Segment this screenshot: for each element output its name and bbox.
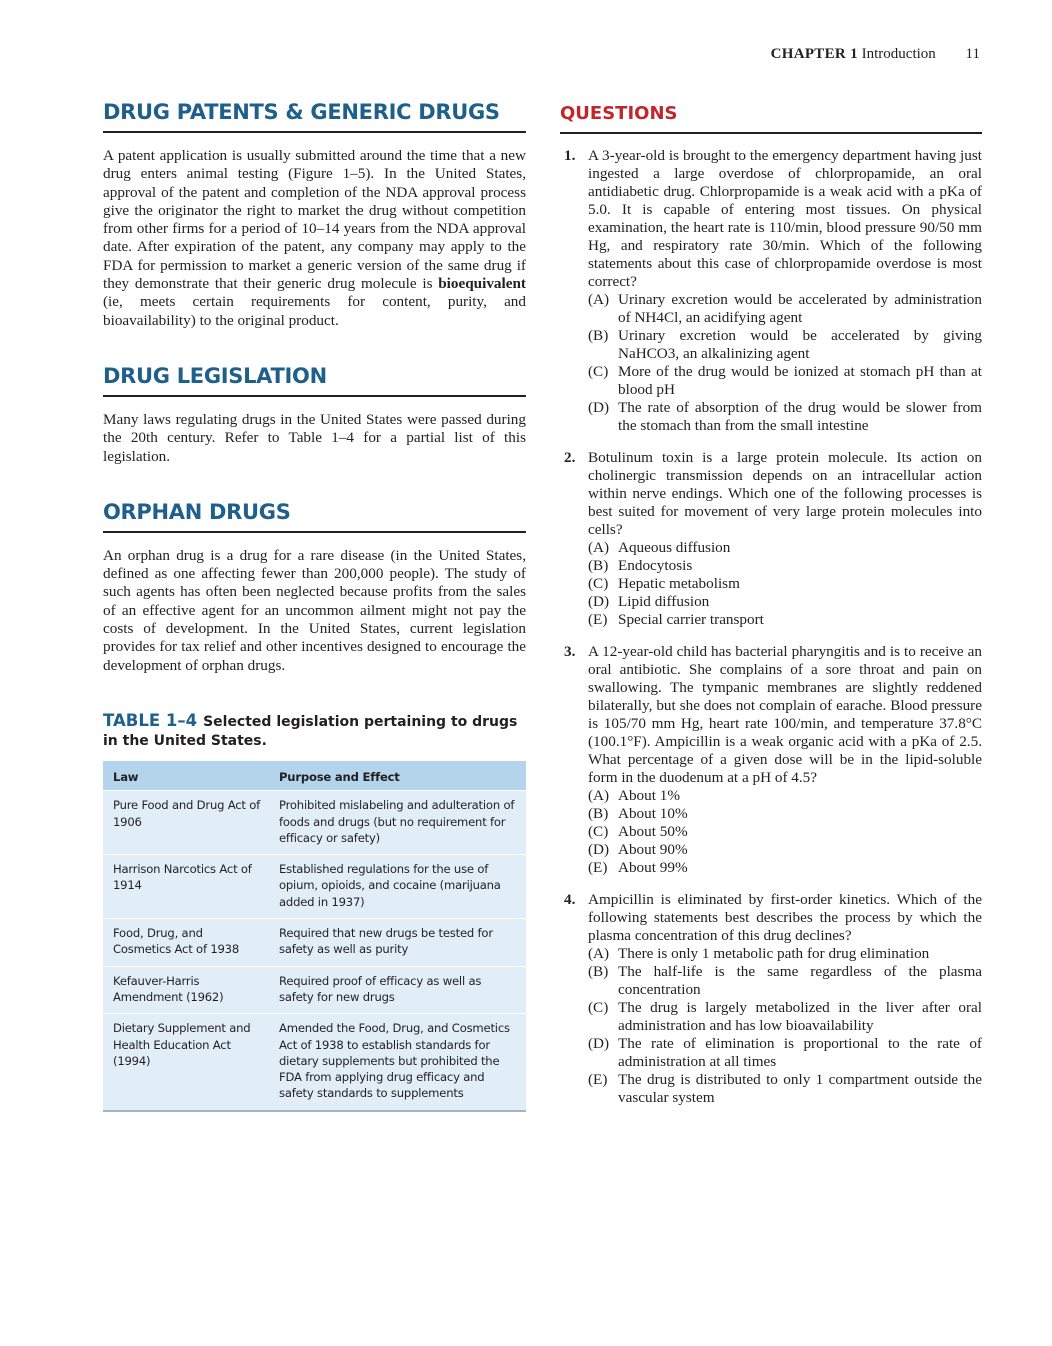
answer-option [588,787,982,805]
option-text: Endocytosis [618,557,693,574]
option-text: Hepatic metabolism [618,575,740,592]
option-text: Lipid diffusion [618,593,710,610]
law-cell: Kefauver-Harris Amendment (1962) [103,966,269,1014]
section-paragraph [103,147,526,330]
option-text: The rate of absorption of the drug would be slower from the stomach than from the small intestine [618,399,982,434]
question-number: 4. [564,891,576,908]
effect-cell: Required that new drugs be tested for safety as well as purity [269,919,526,967]
question-number: 2. [564,449,576,466]
section-heading: DRUG LEGISLATION [103,364,526,397]
option-label: (C) [588,823,609,840]
option-text: About 10% [618,805,688,822]
option-label: (D) [588,841,610,858]
answer-option [588,823,982,841]
question-item [560,891,982,1107]
table-row [103,855,526,919]
option-label: (B) [588,327,609,344]
column-header: Law [103,761,269,791]
answer-option [588,963,982,999]
law-cell: Food, Drug, and Cosmetics Act of 1938 [103,919,269,967]
answer-option [588,539,982,557]
paragraph-text: A patent application is usually submitted around the time that a new drug enters animal testing (Figure 1–5). In the United States, approval of the patent and completion of the NDA approval process give the originator the right to market the drug without competition from other firms for a period of 10–14 years from the NDA approval date. After expiration of the patent, any company may apply to the FDA for permission to market a generic version of the same drug if they demonstrate that their generic drug molecule is [103,147,526,293]
left-column [103,100,526,1112]
chapter-label: CHAPTER 1 [770,46,858,62]
option-label: (A) [588,945,610,962]
table-number: TABLE 1–4 [103,710,198,730]
option-text: The rate of elimination is proportional to the rate of administration at all times [618,1035,982,1070]
table-row [103,919,526,967]
option-label: (A) [588,787,610,804]
option-label: (D) [588,399,610,416]
table-header-row [103,761,526,791]
section-paragraph: An orphan drug is a drug for a rare disease (in the United States, defined as one affecting fewer than 200,000 people). The study of such agents has often been neglected because profits from the sales of an effective agent for an uncommon ailment might not pay the costs of development. In the United States, current legislation provides for tax relief and other incentives designed to encourage the development of orphan drugs. [103,546,526,674]
option-text: About 99% [618,859,688,876]
option-text: The drug is distributed to only 1 compartment outside the vascular system [618,1071,982,1106]
question-list [560,147,982,1107]
question-number: 3. [564,643,576,660]
option-label: (D) [588,1035,610,1052]
effect-cell: Prohibited mislabeling and adulteration of foods and drugs (but no requirement for efficacy or safety) [269,791,526,855]
answer-option [588,805,982,823]
section-drug-legislation [103,364,526,466]
answer-option [588,841,982,859]
answer-option [588,399,982,435]
question-item [560,643,982,877]
option-label: (B) [588,963,609,980]
answer-option [588,557,982,575]
question-stem: A 3-year-old is brought to the emergency department having just ingested a large overdose of chlorpropamide, an oral antidiabetic drug. Chlorpropamide is a weak acid with a pKa of 5.0. It is capable of entering most tissues. On physical examination, the heart rate is 110/min, blood pressure 90/50 mm Hg, and respiratory rate 30/min. Which of the following statements about this case of chlorpropamide overdose is most correct? [588,147,982,290]
question-item [560,147,982,435]
option-text: More of the drug would be ionized at stomach pH than at blood pH [618,363,982,398]
answer-option [588,593,982,611]
effect-cell: Established regulations for the use of opium, opioids, and cocaine (marijuana added in 1937) [269,855,526,919]
paragraph-text: (ie, meets certain requirements for content, purity, and bioavailability) to the original product. [103,293,526,329]
answer-option [588,859,982,877]
option-label: (A) [588,291,610,308]
option-text: Aqueous diffusion [618,539,731,556]
answer-option [588,291,982,327]
page-number: 11 [965,46,980,62]
table-caption [103,711,526,751]
option-label: (E) [588,611,608,628]
answer-option [588,327,982,363]
answer-option [588,1071,982,1107]
table-row [103,1014,526,1111]
section-heading: DRUG PATENTS & GENERIC DRUGS [103,100,526,133]
option-text: Urinary excretion would be accelerated by giving NaHCO3, an alkalinizing agent [618,327,982,362]
law-cell: Pure Food and Drug Act of 1906 [103,791,269,855]
question-stem: A 12-year-old child has bacterial pharyngitis and is to receive an oral antibiotic. She complains of a sore throat and pain on swallowing. The tympanic membranes are slightly reddened bilaterally, but she does not complain of earache. Blood pressure is 105/70 mm Hg, heart rate 100/min, and temperature 37.8°C (100.1°F). Ampicillin is a weak organic acid with a pKa of 2.5. What percentage of a given dose will be in the lipid-soluble form in the duodenum at a pH of 4.5? [588,643,982,786]
table-title: Selected legislation pertaining to drugs in the United States. [103,713,518,749]
option-text: Special carrier transport [618,611,764,628]
option-text: The drug is largely metabolized in the liver after oral administration and has low bioavailability [618,999,982,1034]
option-label: (E) [588,859,608,876]
option-text: The half-life is the same regardless of the plasma concentration [618,963,982,998]
option-text: About 90% [618,841,688,858]
question-number: 1. [564,147,576,164]
option-label: (E) [588,1071,608,1088]
effect-cell: Amended the Food, Drug, and Cosmetics Act of 1938 to establish standards for dietary supplements but prohibited the FDA from applying drug efficacy and safety standards to supplements [269,1014,526,1111]
question-stem: Ampicillin is eliminated by first-order kinetics. Which of the following statements best describes the process by which the plasma concentration of this drug declines? [588,891,982,944]
right-column [560,100,982,1121]
option-list [588,539,982,629]
answer-option [588,999,982,1035]
question-stem: Botulinum toxin is a large protein molecule. Its action on cholinergic transmission depends on an intracellular action within nerve endings. Which one of the following processes is best suited for movement of very large protein molecules into cells? [588,449,982,538]
option-label: (B) [588,805,609,822]
answer-option [588,945,982,963]
option-label: (B) [588,557,609,574]
option-list [588,291,982,435]
law-cell: Dietary Supplement and Health Education Act (1994) [103,1014,269,1111]
option-label: (C) [588,999,609,1016]
answer-option [588,1035,982,1071]
running-head [771,46,980,63]
option-text: About 1% [618,787,681,804]
table-row [103,791,526,855]
option-list [588,945,982,1107]
section-orphan-drugs [103,500,526,675]
bold-term: bioequivalent [438,275,526,293]
answer-option [588,575,982,593]
section-paragraph: Many laws regulating drugs in the United States were passed during the 20th century. Refer to Table 1–4 for a partial list of this legislation. [103,410,526,465]
option-label: (A) [588,539,610,556]
legislation-table [103,761,526,1112]
option-text: About 50% [618,823,688,840]
section-heading: ORPHAN DRUGS [103,500,526,533]
option-text: There is only 1 metabolic path for drug elimination [618,945,930,962]
question-item [560,449,982,629]
option-label: (D) [588,593,610,610]
table-row [103,966,526,1014]
effect-cell: Required proof of efficacy as well as safety for new drugs [269,966,526,1014]
column-header: Purpose and Effect [269,761,526,791]
option-list [588,787,982,877]
option-label: (C) [588,575,609,592]
answer-option [588,363,982,399]
chapter-title: Introduction [861,46,936,62]
answer-option [588,611,982,629]
option-label: (C) [588,363,609,380]
law-cell: Harrison Narcotics Act of 1914 [103,855,269,919]
option-text: Urinary excretion would be accelerated by administration of NH4Cl, an acidifying agent [618,291,982,326]
section-drug-patents [103,100,526,330]
questions-heading: QUESTIONS [560,100,982,134]
